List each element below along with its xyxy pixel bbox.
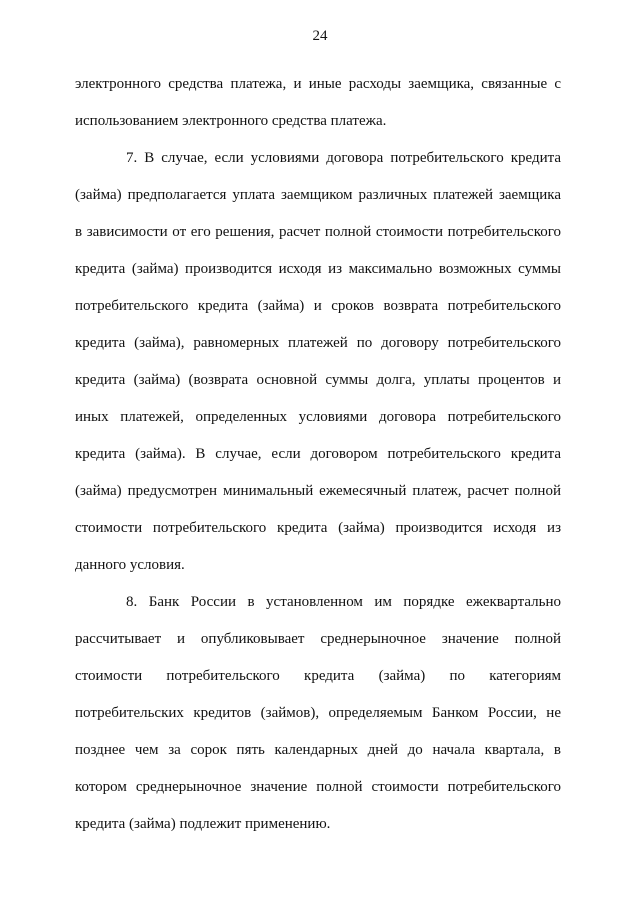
text-line: рассчитывает и опубликовывает среднерыночное значение полной bbox=[75, 631, 561, 647]
text-line: кредита (займа) (возврата основной суммы долга, уплаты процентов и bbox=[75, 372, 561, 388]
text-line: электронного средства платежа, и иные расходы заемщика, связанные с bbox=[75, 76, 561, 92]
text-line: иных платежей, определенных условиями договора потребительского bbox=[75, 409, 561, 425]
text-line: котором среднерыночное значение полной стоимости потребительского bbox=[75, 779, 561, 795]
text-line: кредита (займа) производится исходя из максимально возможных суммы bbox=[75, 261, 561, 277]
text-line: в зависимости от его решения, расчет полной стоимости потребительского bbox=[75, 224, 561, 240]
text-line: данного условия. bbox=[75, 557, 185, 573]
text-line: (займа) предполагается уплата заемщиком различных платежей заемщика bbox=[75, 187, 561, 203]
text-line: кредита (займа) подлежит применению. bbox=[75, 816, 331, 832]
paragraph-8-start: 8. Банк России в установленном им порядке ежеквартально bbox=[126, 594, 561, 610]
text-line: использованием электронного средства платежа. bbox=[75, 113, 387, 129]
page-number: 24 bbox=[312, 28, 328, 44]
document-body bbox=[75, 66, 561, 843]
text-line: стоимости потребительского кредита (займа) по категориям bbox=[75, 668, 561, 684]
text-line: (займа) предусмотрен минимальный ежемесячный платеж, расчет полной bbox=[75, 483, 561, 499]
text-line: потребительского кредита (займа) и сроков возврата потребительского bbox=[75, 298, 561, 314]
paragraph-7-start: 7. В случае, если условиями договора потребительского кредита bbox=[126, 150, 561, 166]
text-line: позднее чем за сорок пять календарных дней до начала квартала, в bbox=[75, 742, 561, 758]
text-line: стоимости потребительского кредита (займа) производится исходя из bbox=[75, 520, 561, 536]
text-line: потребительских кредитов (займов), определяемым Банком России, не bbox=[75, 705, 561, 721]
text-line: кредита (займа), равномерных платежей по договору потребительского bbox=[75, 335, 561, 351]
text-line: кредита (займа). В случае, если договором потребительского кредита bbox=[75, 446, 561, 462]
